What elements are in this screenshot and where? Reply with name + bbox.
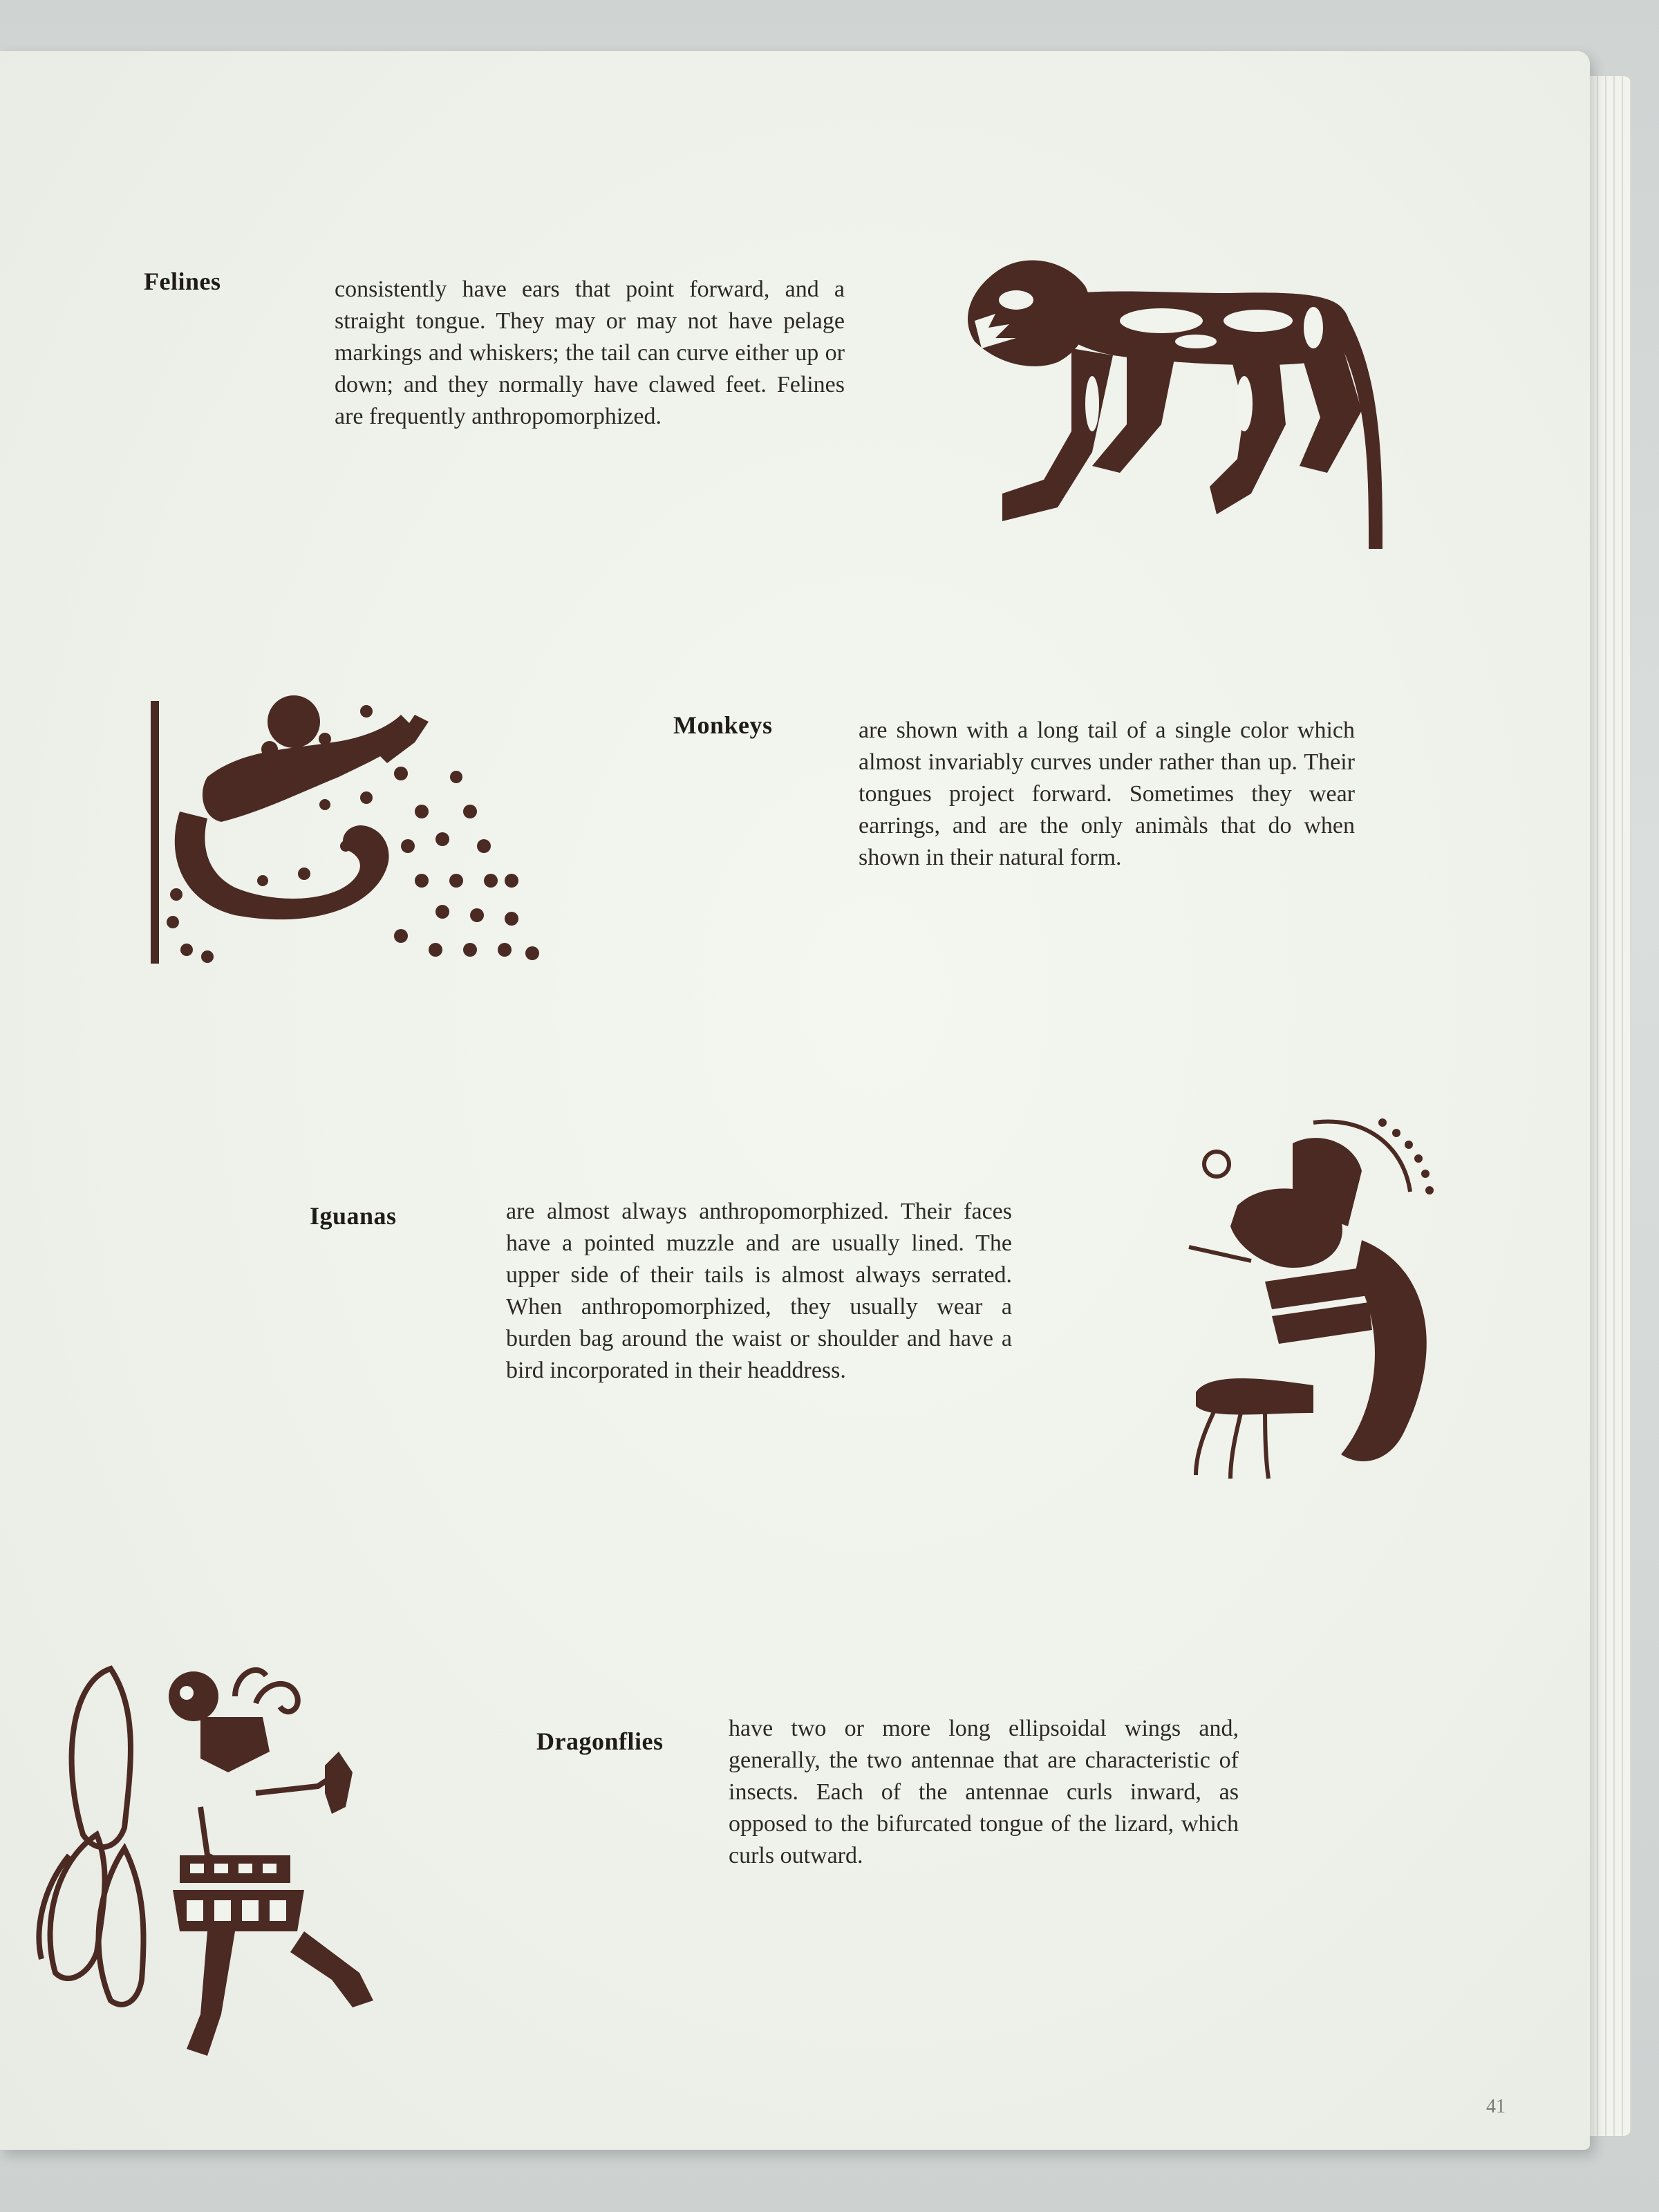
page-number: 41 — [1486, 2096, 1506, 2117]
monkey-illustration — [138, 673, 553, 1005]
text-iguanas: are almost always anthropomorphized. Their faces have a pointed muzzle and are usually lined. The upper side of their tails is almost always serrated. When anthropomorphized, they usually wear a burden bag around the waist or shoulder and have a bird incorporated in their headdress. — [506, 1199, 1012, 1383]
heading-dragonflies: Dragonflies — [536, 1727, 664, 1755]
text-felines: consistently have ears that point forward, and a straight tongue. They may or may not have pelage markings and whiskers; the tail can curve either up or down; and they normally have clawed feet. Felines are frequently anthropomorphized. — [335, 276, 845, 429]
text-monkeys: are shown with a long tail of a single color which almost invariably curves under rather than up. Their tongues project forward. Sometimes they wear earrings, and are the only animàls that do when shown in their natural form. — [859, 718, 1355, 870]
heading-felines: Felines — [144, 268, 221, 295]
iguana-illustration — [1154, 1102, 1459, 1489]
dragonfly-illustration — [28, 1627, 415, 2083]
feline-illustration — [954, 245, 1382, 577]
heading-iguanas: Iguanas — [310, 1202, 397, 1230]
heading-monkeys: Monkeys — [673, 711, 773, 739]
text-dragonflies: have two or more long ellipsoidal wings and, generally, the two antennae that are characteristic of insects. Each of the antennae curls inward, as opposed to the bifurcated tongue of the lizard, which curls outward. — [729, 1716, 1239, 1868]
book-page — [0, 51, 1590, 2150]
